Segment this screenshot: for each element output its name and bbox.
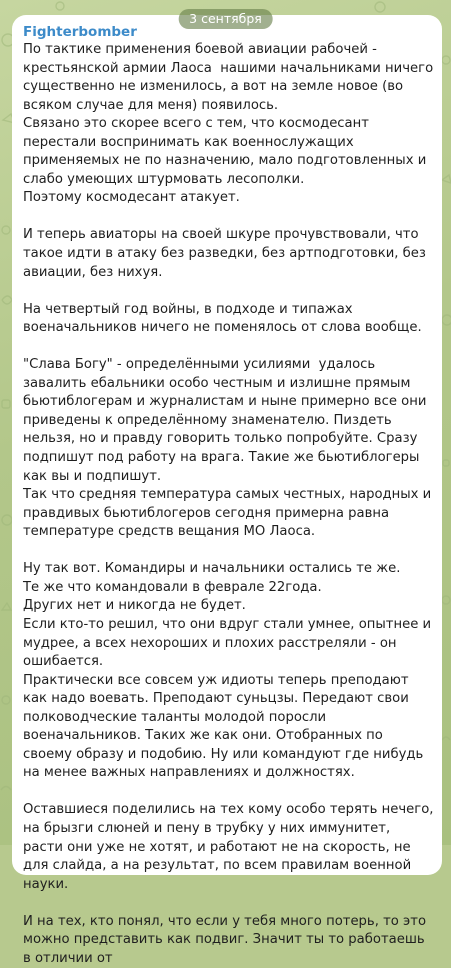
date-separator: 3 сентября: [178, 9, 273, 29]
message-bubble[interactable]: [12, 15, 442, 966]
message-text: По тактике применения боевой авиации рабочей - крестьянской армии Лаоса нашими начальниками ничего существенно не изменилось, а вот на земле новое (во всяком случае для меня) появилось. Связано это скорее всего с тем, что космодесант перестали воспринимать как военнослужащих применяемых не по назначению, мало подготовленных и слабо умеющих штурмовать лесополки. Поэтому космодесант атакует. И теперь авиаторы на своей шкуре прочувствовали, что такое идти в атаку без разведки, без артподготовки, без авиации, без нихуя. На четвертый год войны, в подходе и типажах военачальников ничего не поменялось от слова вообще. "Слава Богу" - определёнными усилиями удалось завалить ебальники особо честным и излишне прямым бьютиблогерам и журналистам и ныне примерно все они приведены к определённому знаменателю. Пиздеть нельзя, но и правду говорить только попробуйте. Сразу подпишут под работу на врага. Такие же бьютиблогеры как вы и подпишут. Так что средняя температура самых честных, народных и правдивых бьютиблогеров сегодня примерна равна температуре средств вещания МО Лаоса. Ну так вот. Командиры и начальники остались те же. Те же что командовали в феврале 22года. Других нет и никогда не будет. Если кто-то решил, что они вдруг стали умнее, опытнее и мудрее, а всех нехороших и плохих расстреляли - он ошибается. Практически все совсем уж идиоты теперь преподают как надо воевать. Преподают суньцзы. Передают свои полководческие таланты молодой поросли военачальников. Таких же как они. Отобранных по своему образу и подобию. Ну или командуют где нибудь на менее важных направлениях и должностях. Оставшиеся поделились на тех кому особо терять нечего, на брызги слюней и пену в трубку у них иммунитет, расти они уже не хотят, и работают не на скорость, не для слайда, а на результат, по всем правилам военной науки. И на тех, кто понял, что если у тебя много потерь, то это можно представить как подвиг. Значит ты то работаешь в отличии от: [23, 42, 434, 966]
sender-name[interactable]: Fighterbomber: [23, 24, 137, 40]
